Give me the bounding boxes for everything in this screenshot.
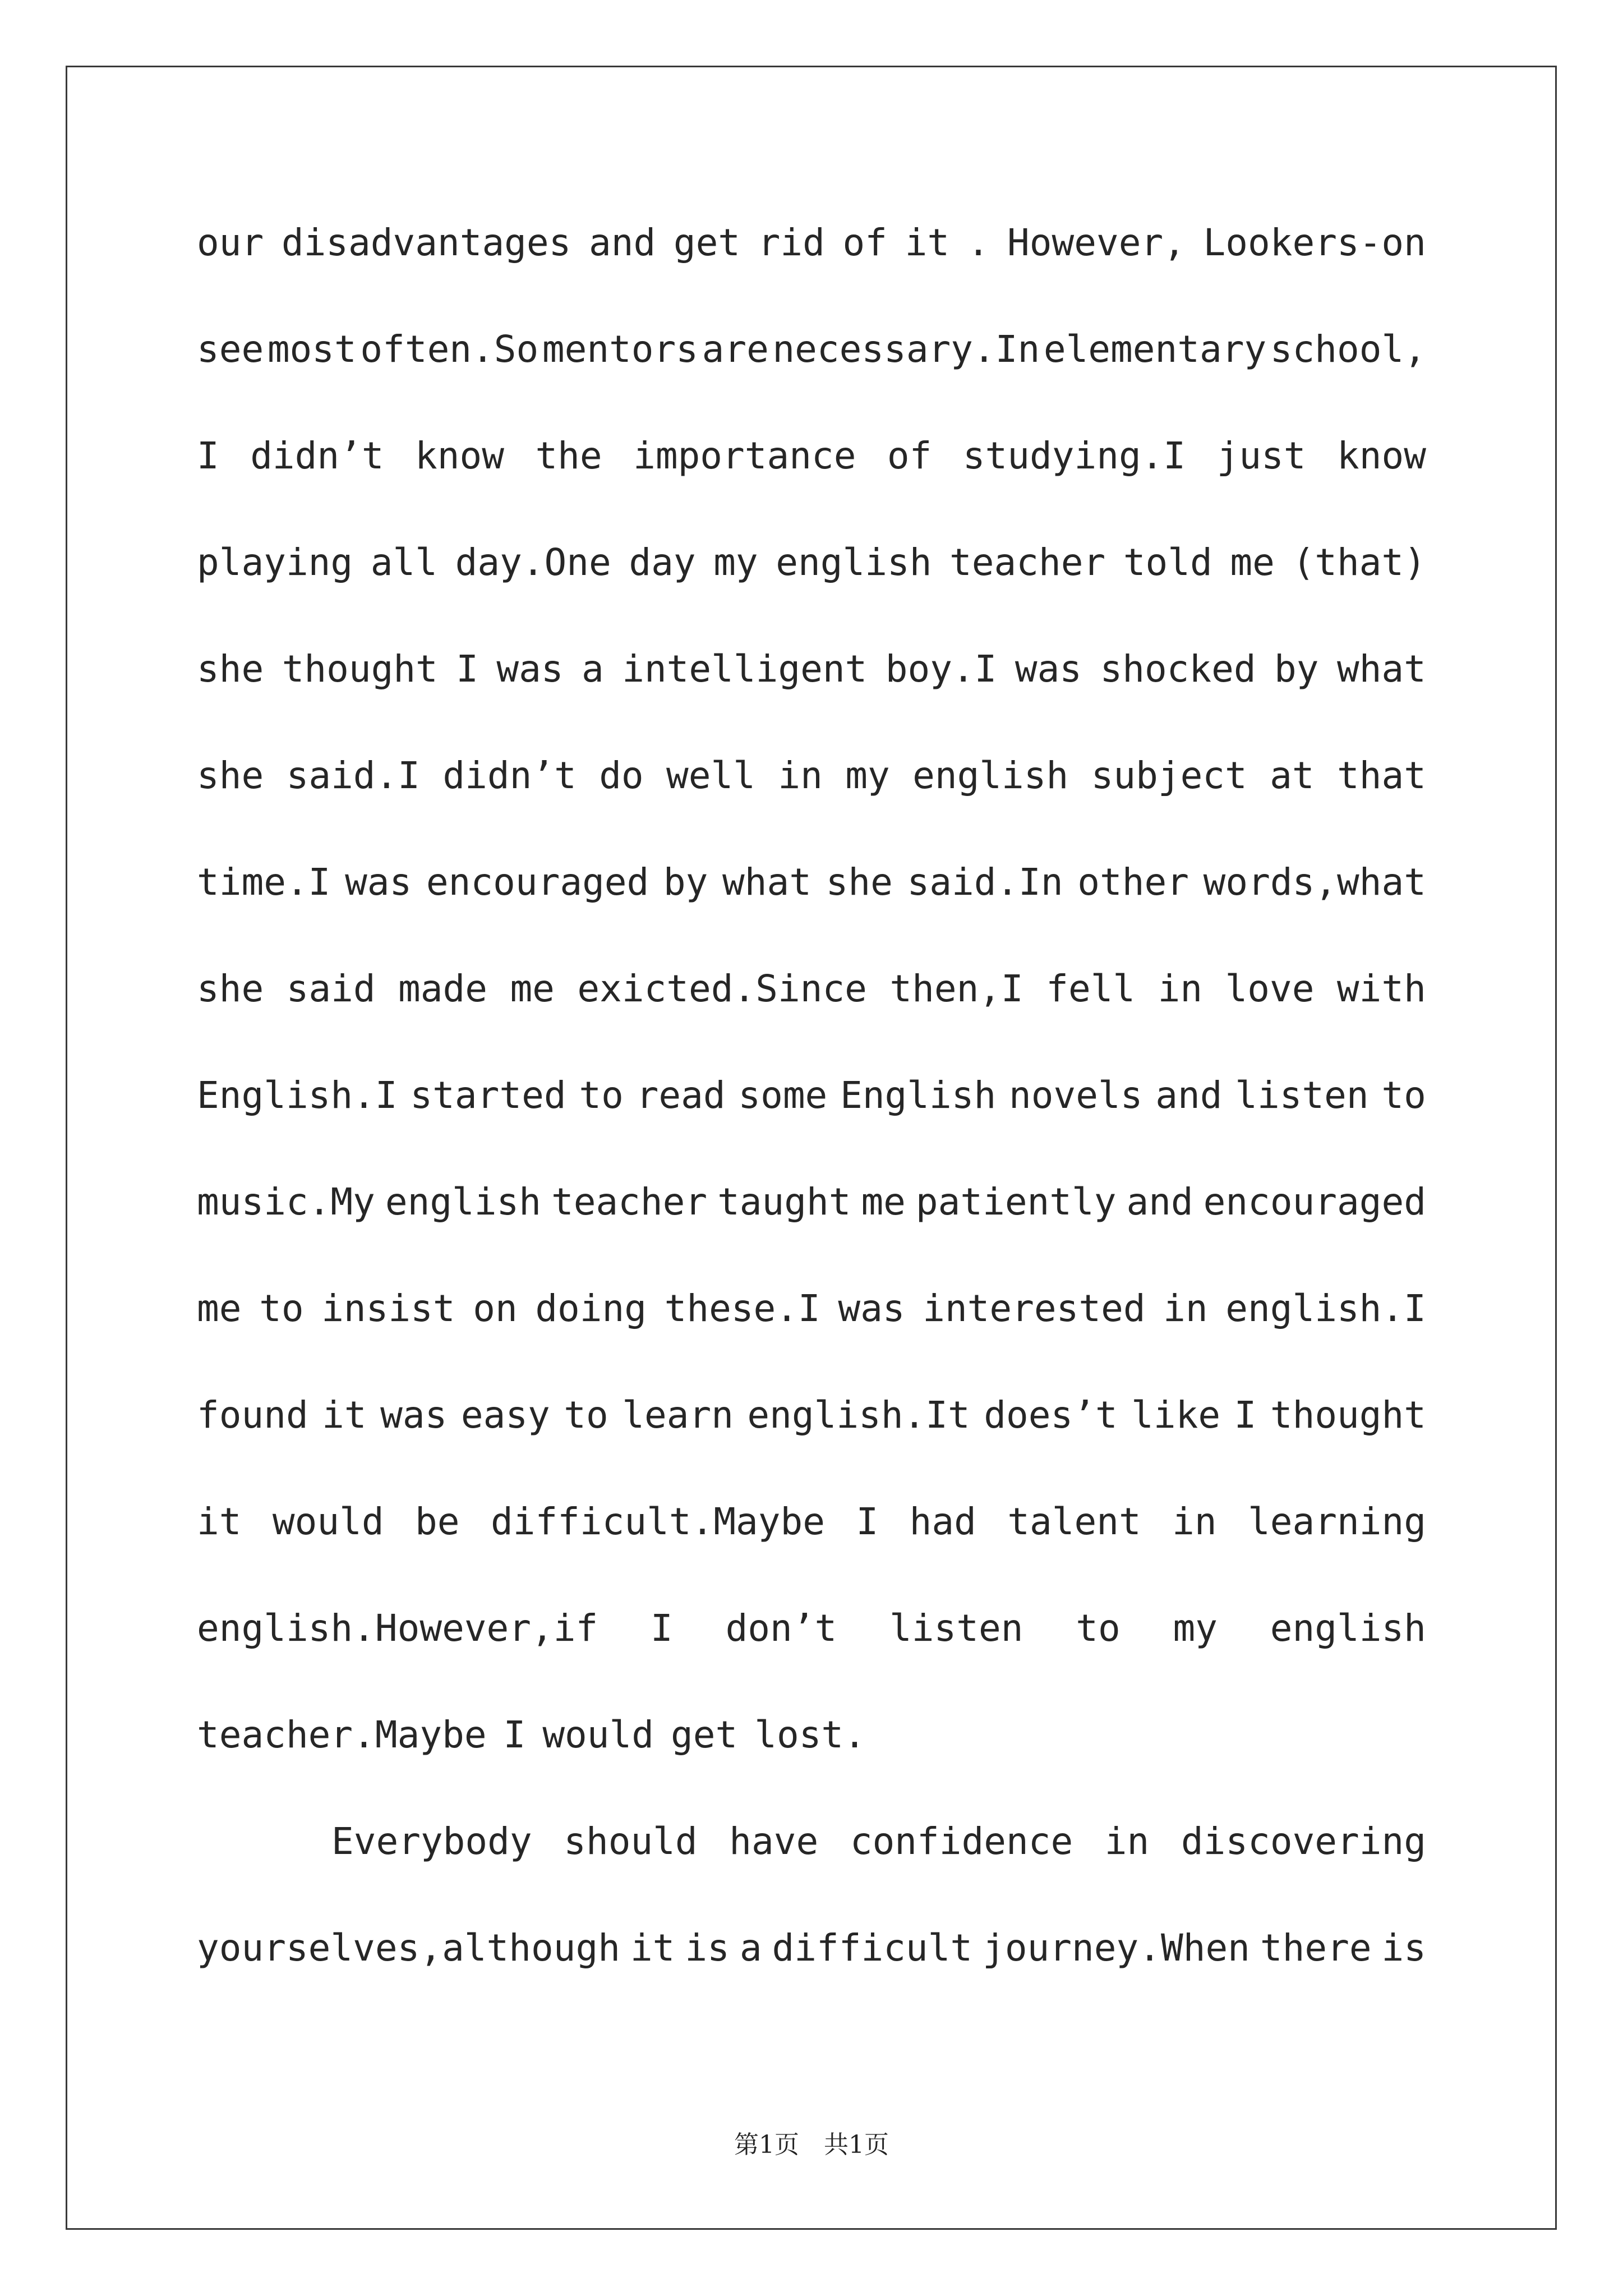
word: was [345, 861, 412, 904]
word: learn [622, 1393, 734, 1437]
page-footer: 第1页 共1页 [734, 2131, 889, 2159]
word: with [1336, 967, 1426, 1010]
word: to [1076, 1607, 1121, 1650]
word: I [1234, 1393, 1257, 1437]
word: difficult.Maybe [490, 1500, 825, 1543]
word: are [702, 328, 769, 371]
word: of [842, 221, 887, 264]
word: I [456, 647, 478, 691]
word: I [651, 1607, 673, 1650]
word: by [663, 861, 708, 904]
word: (that) [1292, 541, 1426, 584]
word: she [197, 754, 264, 797]
word: disadvantages [281, 221, 571, 264]
text-line [197, 1074, 1426, 1180]
text-line [197, 1500, 1426, 1607]
word: there [1260, 1926, 1372, 1970]
word: However, [1007, 221, 1186, 264]
word: and [1126, 1180, 1193, 1223]
text-line [197, 647, 1426, 754]
text-line [197, 328, 1426, 434]
word: in [1158, 967, 1203, 1010]
word: was [380, 1393, 448, 1437]
word: would [272, 1500, 384, 1543]
word: Everybody [331, 1820, 532, 1863]
word: she [197, 967, 264, 1010]
word: mentors [542, 328, 698, 371]
word: English.I [197, 1074, 398, 1117]
word: a [739, 1926, 762, 1970]
word: and [1155, 1074, 1223, 1117]
word: doing [535, 1287, 647, 1330]
word: encouraged [426, 861, 649, 904]
word: music.My [197, 1180, 375, 1223]
text-line [197, 1926, 1426, 2033]
word: all [370, 541, 437, 584]
word: shocked [1100, 647, 1256, 691]
text-line [197, 1607, 1426, 1713]
word: in [778, 754, 823, 797]
word: difficult [772, 1926, 973, 1970]
word: know [1337, 434, 1426, 477]
text-line [197, 1180, 1426, 1287]
word: listen [889, 1607, 1023, 1650]
word: to [579, 1074, 624, 1117]
text-line [197, 967, 1426, 1074]
word: what [722, 861, 811, 904]
word: is [1381, 1926, 1426, 1970]
word: thought [1270, 1393, 1426, 1437]
word: often.So [360, 328, 539, 371]
word: said.I [286, 754, 421, 797]
word: day.One [455, 541, 611, 584]
word: playing [197, 541, 353, 584]
word: talent [1007, 1500, 1141, 1543]
word: my [1173, 1607, 1218, 1650]
word: english [1270, 1607, 1426, 1650]
word: English [840, 1074, 997, 1117]
word: these.I [664, 1287, 820, 1330]
word: be [415, 1500, 460, 1543]
document-body [197, 221, 1426, 2033]
word: subject [1091, 754, 1247, 797]
word: patiently [915, 1180, 1117, 1223]
word: most [267, 328, 357, 371]
word: me [861, 1180, 906, 1223]
word: well [666, 754, 755, 797]
text-line [197, 434, 1426, 541]
word: of [887, 434, 932, 477]
word: . [967, 221, 990, 264]
word: had [909, 1500, 976, 1543]
word: know [415, 434, 504, 477]
word: she [197, 647, 264, 691]
word: to [564, 1393, 608, 1437]
word: see [197, 328, 264, 371]
word: necessary.In [772, 328, 1040, 371]
word: it [630, 1926, 675, 1970]
word: in [1104, 1820, 1150, 1863]
word: studying.I [962, 434, 1186, 477]
word: don’t [725, 1607, 837, 1650]
word: does’t [984, 1393, 1118, 1437]
word: in [1172, 1500, 1217, 1543]
word: rid [758, 221, 825, 264]
word: what [1336, 647, 1426, 691]
word: get [671, 1713, 738, 1756]
word: that [1337, 754, 1426, 797]
word: time.I [197, 861, 331, 904]
word: interested [923, 1287, 1146, 1330]
text-line [197, 754, 1426, 861]
word: yourselves,although [197, 1926, 620, 1970]
word: Lookers-on [1203, 221, 1426, 264]
text-line [197, 1713, 1426, 1820]
word: she [826, 861, 893, 904]
word: english [912, 754, 1069, 797]
word: love [1225, 967, 1315, 1010]
word: intelligent [622, 647, 868, 691]
word: journey.When [983, 1926, 1250, 1970]
word: school, [1270, 328, 1426, 371]
word: encouraged [1203, 1180, 1426, 1223]
word: it [197, 1500, 242, 1543]
word: and [589, 221, 656, 264]
word: learning [1248, 1500, 1426, 1543]
word: just [1216, 434, 1306, 477]
word: novels [1009, 1074, 1143, 1117]
word: english [776, 541, 932, 584]
word: a [582, 647, 604, 691]
word: me [197, 1287, 242, 1330]
word: was [496, 647, 564, 691]
word: other [1077, 861, 1189, 904]
text-line [197, 861, 1426, 967]
word: by [1274, 647, 1319, 691]
word: at [1270, 754, 1315, 797]
word: get [673, 221, 741, 264]
word: do [599, 754, 644, 797]
word: english.It [747, 1393, 970, 1437]
word: like [1131, 1393, 1221, 1437]
word: discovering [1181, 1820, 1426, 1863]
word: me [1230, 541, 1275, 584]
word: thought [282, 647, 438, 691]
word: it [322, 1393, 367, 1437]
word: is [685, 1926, 730, 1970]
word: importance [633, 434, 856, 477]
word: me [510, 967, 555, 1010]
word: read [636, 1074, 726, 1117]
word: started [410, 1074, 566, 1117]
word: didn’t [250, 434, 384, 477]
word: to [259, 1287, 304, 1330]
word: told [1123, 541, 1212, 584]
word: easy [460, 1393, 550, 1437]
word: found [197, 1393, 308, 1437]
word: teacher.Maybe [197, 1713, 487, 1756]
word: exicted.Since [577, 967, 867, 1010]
word: have [729, 1820, 819, 1863]
word: then,I [889, 967, 1023, 1010]
word: I [503, 1713, 526, 1756]
word: my [713, 541, 758, 584]
word: should [564, 1820, 698, 1863]
word: fell [1046, 967, 1136, 1010]
word: said.In [907, 861, 1063, 904]
word: our [197, 221, 264, 264]
word: it [905, 221, 950, 264]
word: confidence [850, 1820, 1073, 1863]
word: teacher [551, 1180, 708, 1223]
word: the [535, 434, 602, 477]
word: day [629, 541, 696, 584]
word: words,what [1203, 861, 1426, 904]
word: on [473, 1287, 518, 1330]
text-line [197, 1287, 1426, 1393]
word: english.I [1225, 1287, 1426, 1330]
word: I [856, 1500, 879, 1543]
text-line [197, 221, 1426, 328]
word: was [838, 1287, 905, 1330]
word: in [1163, 1287, 1208, 1330]
text-line [197, 1393, 1426, 1500]
word: my [845, 754, 890, 797]
word: some [738, 1074, 828, 1117]
word: lost. [754, 1713, 866, 1756]
word: boy.I [885, 647, 997, 691]
word: to [1381, 1074, 1426, 1117]
text-line [197, 541, 1426, 647]
word: said [286, 967, 376, 1010]
text-line [197, 1820, 1426, 1926]
word: elementary [1043, 328, 1267, 371]
word: listen [1235, 1074, 1369, 1117]
word: I [197, 434, 219, 477]
word: english [385, 1180, 541, 1223]
word: made [398, 967, 487, 1010]
word: taught [717, 1180, 851, 1223]
word: was [1015, 647, 1082, 691]
word: would [542, 1713, 654, 1756]
word: teacher [949, 541, 1106, 584]
word: english.However,if [197, 1607, 598, 1650]
word: insist [321, 1287, 455, 1330]
word: didn’t [442, 754, 577, 797]
